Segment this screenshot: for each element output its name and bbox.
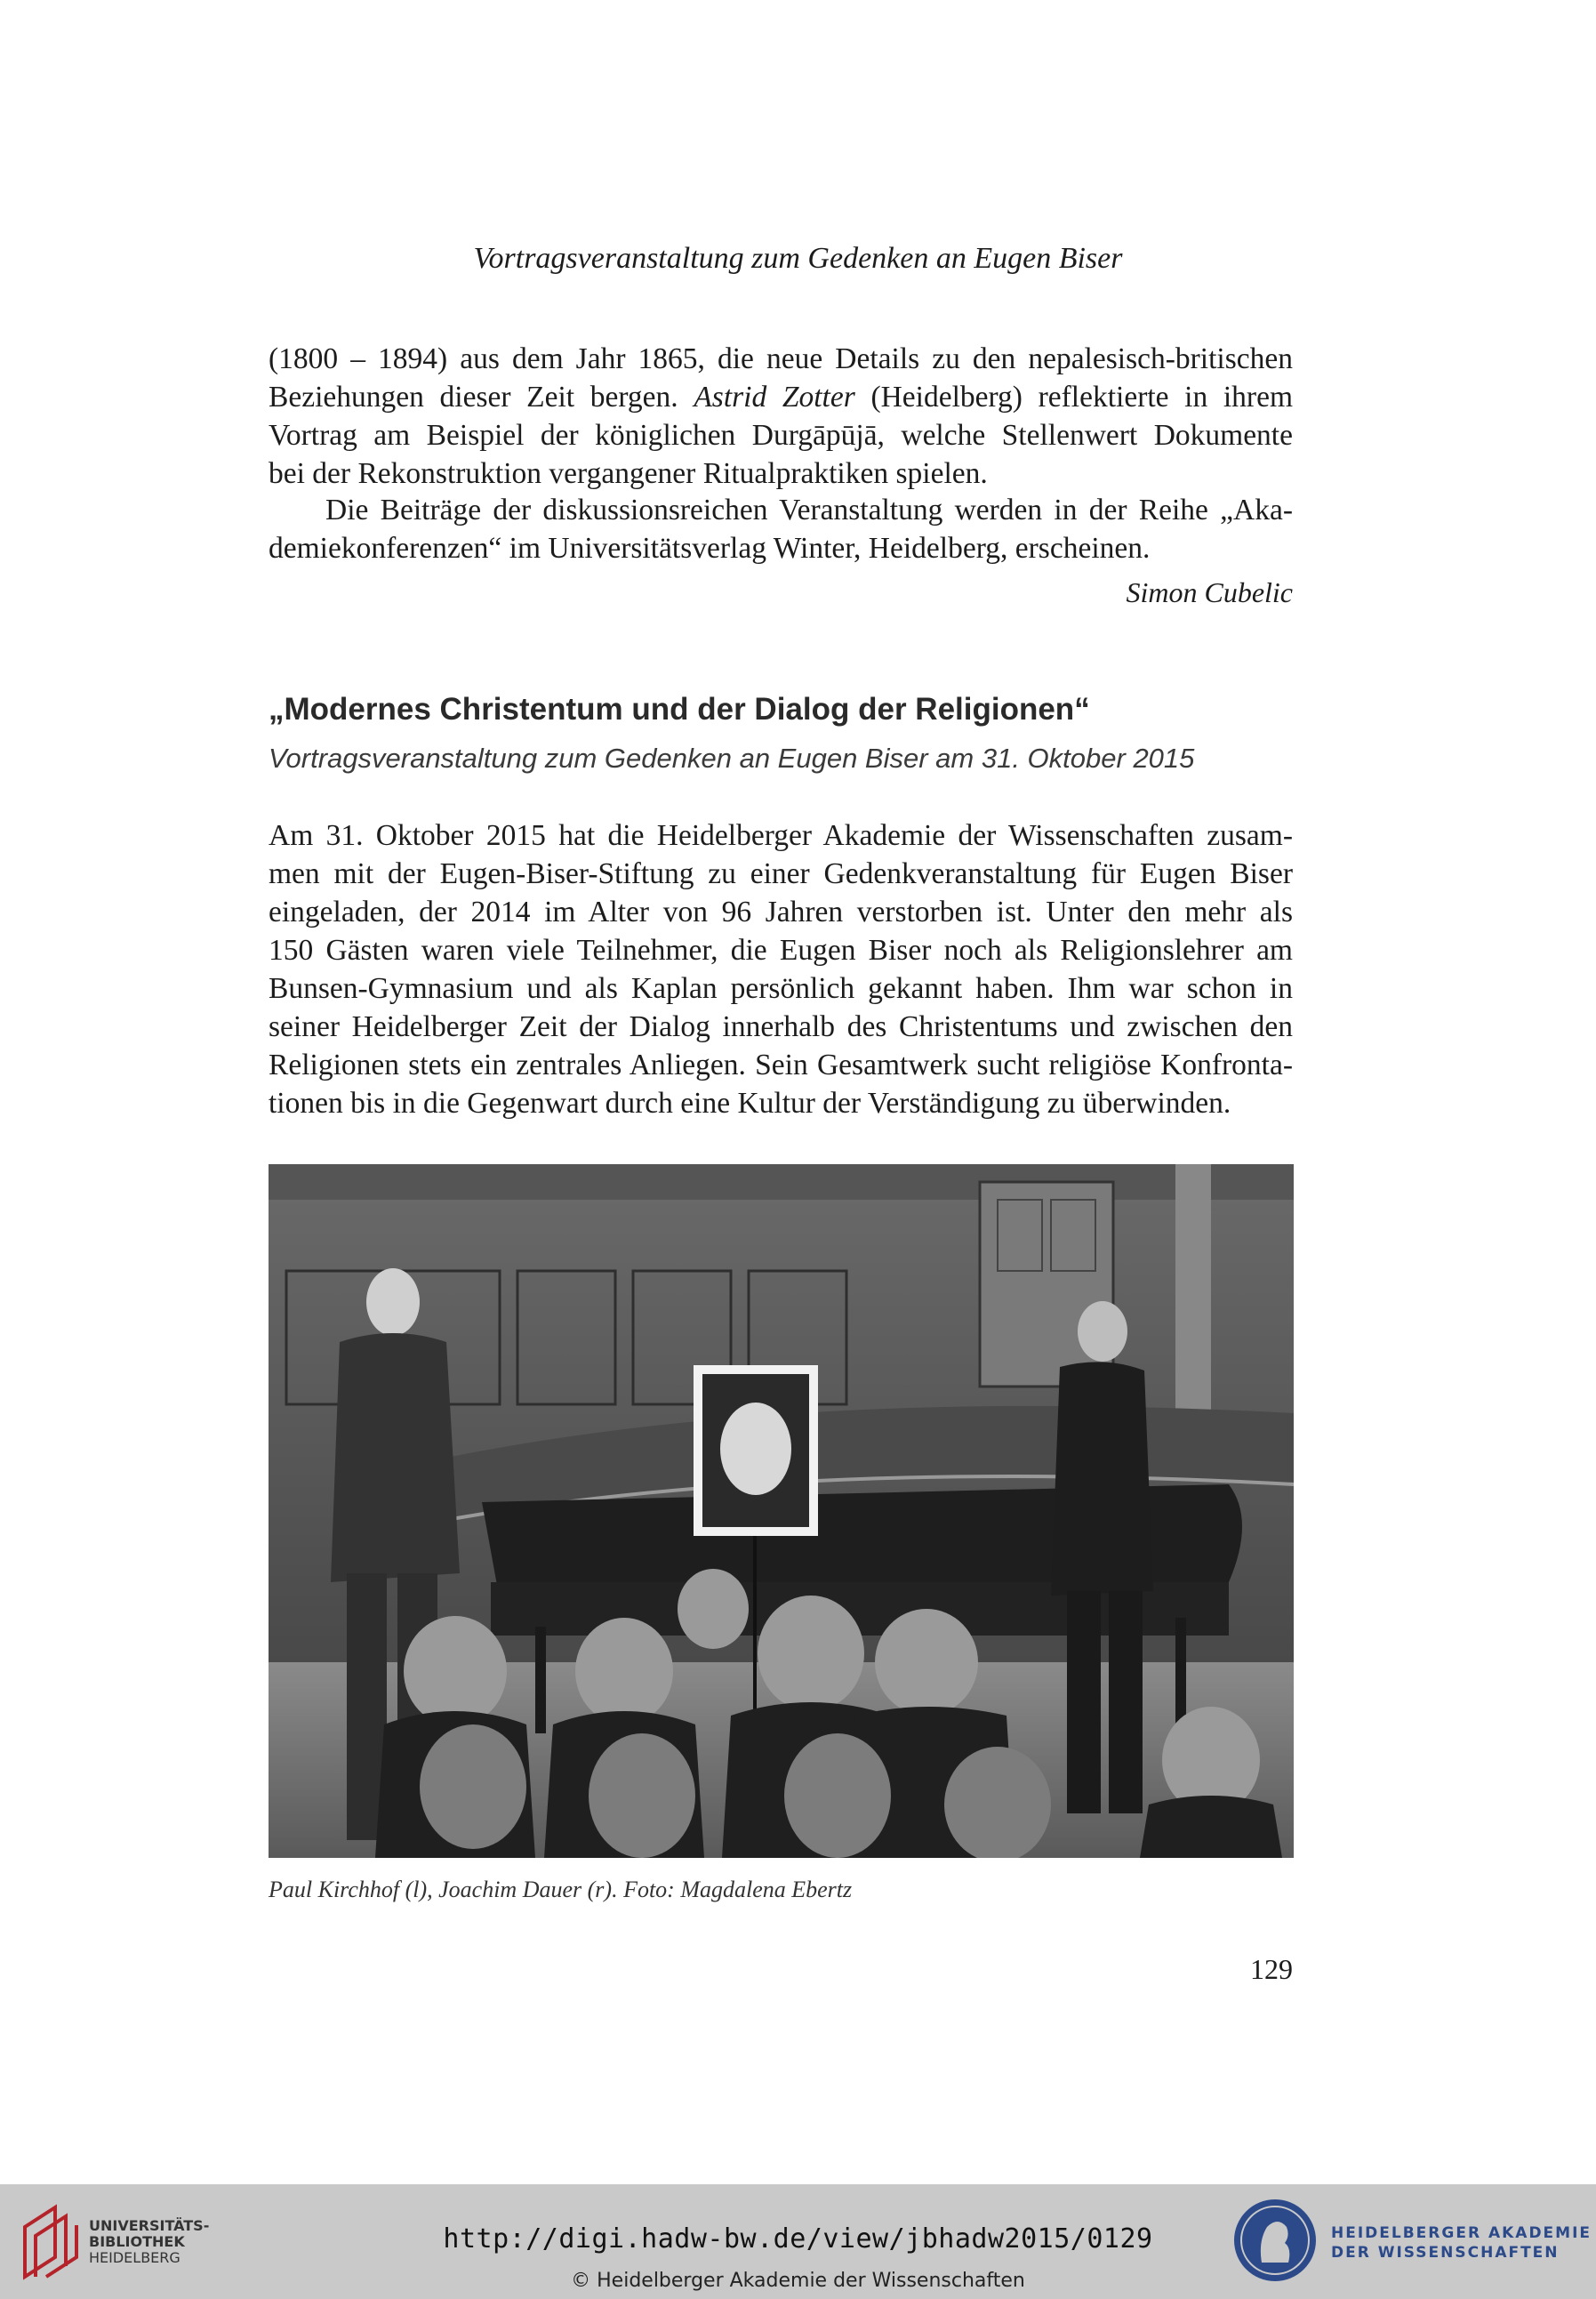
- academy-name: [1331, 2223, 1592, 2263]
- text-line: Bunsen-Gymnasium und als Kaplan persönlich gekannt haben. Ihm war schon in: [269, 972, 1293, 1005]
- text-line: bei der Rekonstruktion vergangener Ritualpraktiken spielen.: [269, 457, 988, 490]
- text-line: (1800 – 1894) aus dem Jahr 1865, die neue Details zu den nepalesisch-britischen: [269, 342, 1293, 375]
- library-name-line: UNIVERSITÄTS-: [89, 2217, 210, 2234]
- library-name-line: HEIDELBERG: [89, 2249, 180, 2266]
- running-head: Vortragsveranstaltung zum Gedenken an Eugen Biser: [473, 242, 1123, 275]
- text-line: Am 31. Oktober 2015 hat die Heidelberger Akademie der Wissenschaften zusam-: [269, 819, 1293, 852]
- paragraph-continuation: [269, 340, 1293, 493]
- footer-bar: [0, 2184, 1596, 2299]
- page-number: 129: [1250, 1953, 1293, 1985]
- photo-caption: Paul Kirchhof (l), Joachim Dauer (r). Foto: Magdalena Ebertz: [269, 1877, 853, 1902]
- text-line: 150 Gästen waren viele Teilnehmer, die Eugen Biser noch als Religionslehrer am: [269, 934, 1293, 967]
- text-line: eingeladen, der 2014 im Alter von 96 Jahren verstorben ist. Unter den mehr als: [269, 896, 1293, 928]
- text-line: Die Beiträge der diskussionsreichen Veranstaltung werden in der Reihe „Aka-: [325, 494, 1293, 527]
- paragraph-publication-note: [269, 491, 1293, 567]
- author-signature: Simon Cubelic: [1126, 576, 1293, 608]
- text-line: demiekonferenzen“ im Universitätsverlag Winter, Heidelberg, erscheinen.: [269, 532, 1151, 565]
- italic-name: Astrid Zotter: [694, 381, 855, 414]
- text-line: Vortrag am Beispiel der königlichen Durgāpūjā, welche Stellenwert Dokumente: [269, 419, 1293, 452]
- event-photo-illustration: [269, 1164, 1294, 1858]
- event-photo: [269, 1164, 1294, 1858]
- document-url-link[interactable]: http://digi.hadw-bw.de/view/jbhadw2015/0129: [443, 2223, 1153, 2255]
- text-line: tionen bis in die Gegenwart durch eine Kultur der Verständigung zu überwinden.: [269, 1087, 1231, 1120]
- article-paragraph: [269, 816, 1293, 1122]
- text-line: Religionen stets ein zentrales Anliegen. Sein Gesamtwerk sucht religiöse Konfronta-: [269, 1049, 1293, 1081]
- library-name-line: BIBLIOTHEK: [89, 2233, 185, 2250]
- article-subheading: Vortragsveranstaltung zum Gedenken an Eugen Biser am 31. Oktober 2015: [269, 743, 1195, 774]
- copyright-notice: © Heidelberger Akademie der Wissenschaften: [571, 2270, 1025, 2292]
- academy-name-line: DER WISSENSCHAFTEN: [1331, 2244, 1560, 2262]
- academy-seal-icon: [1231, 2197, 1319, 2284]
- article-heading: „Modernes Christentum und der Dialog der Religionen“: [269, 692, 1090, 727]
- academy-name-line: HEIDELBERGER AKADEMIE: [1331, 2224, 1592, 2242]
- text-line: seiner Heidelberger Zeit der Dialog innerhalb des Christentums und zwischen den: [269, 1010, 1293, 1043]
- text-line-with-name: Beziehungen dieser Zeit bergen. Astrid Zotter (Heidelberg) reflektierte in ihrem: [269, 381, 1294, 414]
- text-line: men mit der Eugen-Biser-Stiftung zu einer Gedenkveranstaltung für Eugen Biser: [269, 857, 1293, 890]
